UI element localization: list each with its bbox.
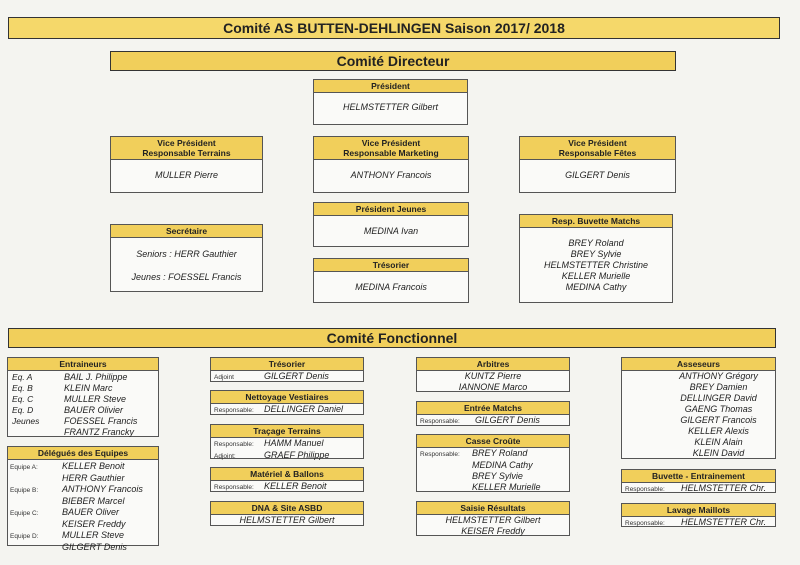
buvette-entrainement-name: HELMSTETTER Chr. [681,483,767,493]
materiel-box [210,467,364,492]
secretaire-seniors: Seniors : HERR Gauthier [136,249,237,259]
arbitre-name: IANNONE Marco [458,382,528,392]
arbitres-box [416,357,570,392]
buvette-name: BREY Sylvie [570,249,622,259]
team-label: Equipe A: [10,464,38,471]
vp-fetes-name: GILGERT Denis [565,170,630,180]
team-label: Equipe B: [10,487,39,494]
delegate-name: HERR Gauthier [62,473,125,483]
asseseurs-box [621,357,776,459]
tracage-name: HAMM Manuel [264,438,324,448]
vp-marketing-box [313,136,469,193]
president-title: Président [314,80,467,93]
vp-fetes-title1: Vice Président [568,138,627,148]
team-label: Equipe C: [10,510,39,517]
asseseur-name: GAENG Thomas [684,404,753,414]
dna-box [210,501,364,526]
role-label: Responsable: [420,451,460,458]
lavage-title: Lavage Maillots [622,504,775,517]
casse-croute-box [416,434,570,492]
casse-name: BREY Sylvie [472,471,523,481]
delegues-box [7,446,159,552]
nettoyage-title: Nettoyage Vestiaires [211,391,363,404]
coach-name: BAUER Olivier [64,405,124,415]
coach-name: MULLER Steve [64,394,127,404]
delegues-title: Délégués des Equipes [8,447,158,460]
vp-fetes-title2: Responsable Fêtes [558,148,637,158]
vp-fetes-box [519,136,676,193]
tracage-name: GRAEF Philippe [264,450,330,460]
tracage-box [210,424,364,459]
entree-name: GILGERT Denis [475,415,540,425]
casse-name: KELLER Murielle [472,482,541,492]
asseseur-name: KLEIN David [692,448,745,458]
asseseur-name: ANTHONY Grégory [679,371,758,381]
eq-label: Eq. D [12,405,34,415]
casse-croute-title: Casse Croûte [417,435,569,448]
coach-name: FOESSEL Francis [64,416,138,426]
materiel-title: Matériel & Ballons [211,468,363,481]
eq-label: Eq. C [12,394,34,404]
delegate-name: ANTHONY Francois [62,484,143,494]
saisie-name: HELMSTETTER Gilbert [445,515,541,525]
president-box [313,79,468,125]
dna-name: HELMSTETTER Gilbert [239,515,335,525]
role-label: Responsable: [214,484,254,491]
secretaire-jeunes: Jeunes : FOESSEL Francis [131,272,242,282]
vp-terrains-title2: Responsable Terrains [142,148,231,158]
president-jeunes-title: Président Jeunes [314,203,468,216]
entraineurs-box [7,357,159,437]
vp-terrains-title1: Vice Président [157,138,216,148]
delegate-name: BIEBER Marcel [62,496,125,506]
asseseur-name: GILGERT Francois [680,415,757,425]
entraineurs-title: Entraineurs [8,358,158,371]
materiel-name: KELLER Benoit [264,481,327,491]
lavage-box [621,503,776,527]
delegate-name: MULLER Steve [62,530,125,540]
saisie-box [416,501,570,536]
buvette-name: HELMSTETTER Christine [543,260,649,270]
eq-label: Eq. A [12,372,33,382]
tresorier-dir-name: MEDINA Francois [355,282,427,292]
buvette-matchs-box [519,214,673,303]
arbitre-name: KUNTZ Pierre [464,371,522,381]
asseseur-name: KLEIN Alain [694,437,743,447]
eq-label: Jeunes [12,416,40,426]
buvette-name: MEDINA Cathy [565,282,627,292]
tresorier-dir-box [313,258,469,303]
buvette-name: BREY Roland [568,238,624,248]
vp-marketing-name: ANTHONY Francois [350,170,432,180]
buvette-entrainement-title: Buvette - Entrainement [622,470,775,483]
role-label: Responsable: [625,520,665,527]
casse-name: MEDINA Cathy [472,460,533,470]
tresorier-adjoint-name: GILGERT Denis [264,371,329,381]
dna-title: DNA & Site ASBD [211,502,363,515]
tresorier-fonc-title: Trésorier [211,358,363,371]
secretaire-box [110,224,263,292]
delegate-name: GILGERT Denis [62,542,127,552]
asseseur-name: BREY Damien [689,382,748,392]
comite-directeur-header: Comité Directeur [110,51,676,71]
nettoyage-box [210,390,364,415]
entree-box [416,401,570,426]
vp-marketing-title2: Responsable Marketing [343,148,439,158]
role-label: Responsable: [625,486,665,493]
president-jeunes-name: MEDINA Ivan [363,226,419,236]
coach-name: FRANTZ Francky [64,427,135,437]
tresorier-dir-title: Trésorier [314,259,468,272]
casse-name: BREY Roland [472,448,528,458]
vp-marketing-title1: Vice Président [361,138,421,148]
nettoyage-name: DELLINGER Daniel [264,404,344,414]
saisie-title: Saisie Résultats [417,502,569,515]
buvette-entrainement-box [621,469,776,493]
team-label: Equipe D: [10,533,39,540]
buvette-name: KELLER Murielle [561,271,631,281]
role-label: Responsable: [420,418,460,425]
eq-label: Eq. B [12,383,33,393]
president-name: HELMSTETTER Gilbert [342,102,438,112]
tresorier-fonc-box [210,357,364,382]
tracage-title: Traçage Terrains [211,425,363,438]
delegate-name: BAUER Oliver [62,507,120,517]
lavage-name: HELMSTETTER Chr. [681,517,767,527]
asseseur-name: KELLER Alexis [688,426,749,436]
role-label: Adjoint [214,374,234,381]
page-title: Comité AS BUTTEN-DEHLINGEN Saison 2017/ 2018 [8,17,780,39]
comite-fonctionnel-header: Comité Fonctionnel [8,328,776,348]
role-label: Adjoint: [214,453,236,460]
coach-name: BAIL J. Philippe [64,372,128,382]
role-label: Responsable: [214,441,254,448]
secretaire-title: Secrétaire [111,225,262,238]
vp-terrains-box [110,136,263,193]
saisie-name: KEISER Freddy [461,526,525,536]
entree-title: Entrée Matchs [417,402,569,415]
delegate-name: KEISER Freddy [62,519,126,529]
arbitres-title: Arbitres [417,358,569,371]
asseseurs-title: Asseseurs [622,358,775,371]
coach-name: KLEIN Marc [64,383,113,393]
president-jeunes-box [313,202,469,247]
delegate-name: KELLER Benoit [62,461,125,471]
asseseur-name: DELLINGER David [680,393,757,403]
vp-terrains-name: MULLER Pierre [154,170,219,180]
role-label: Responsable: [214,407,254,414]
buvette-matchs-title: Resp. Buvette Matchs [520,215,672,228]
